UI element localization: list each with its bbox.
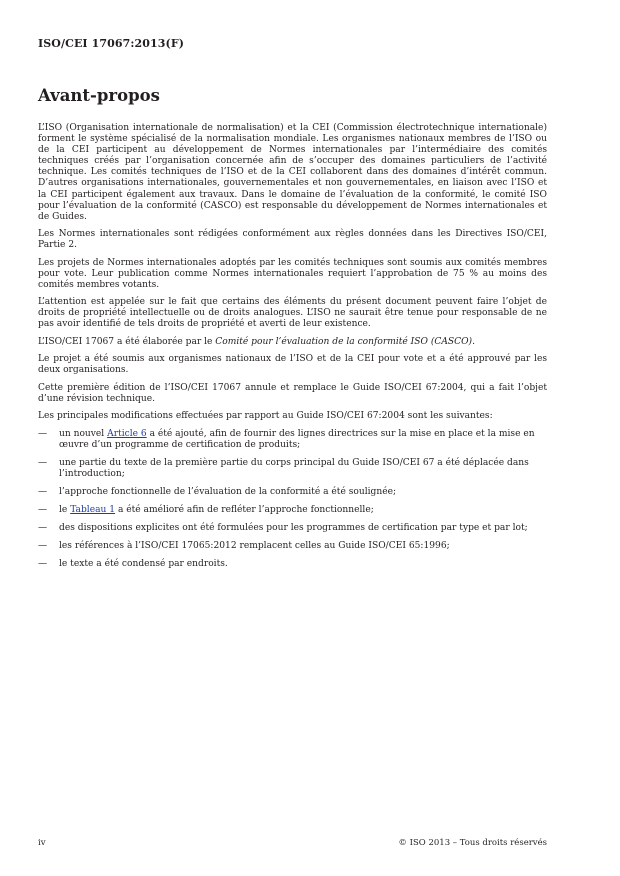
article-6-link[interactable]: Article 6: [107, 428, 147, 439]
tableau-1-link[interactable]: Tableau 1: [70, 505, 116, 515]
paragraph: Les projets de Normes internationales adoptés par les comités techniques sont soumis aux comités membres pour vote. Leur publication comme Normes internationales requiert l’approbation de 75 % au moins des comités membres votants.: [38, 257, 547, 290]
list-dash: —: [38, 541, 48, 552]
list-dash: —: [38, 428, 48, 439]
casco-committee-name: Comité pour l’évaluation de la conformité ISO (CASCO): [215, 336, 473, 347]
modifications-list: [38, 429, 547, 571]
casco-text-before: L’ISO/CEI 17067 a été élaborée par le: [38, 336, 216, 347]
list-text: le texte a été condensé par endroits.: [59, 559, 228, 570]
paragraph: Cette première édition de l’ISO/CEI 17067 annule et remplace le Guide ISO/CEI 67:2004, qui a fait l’objet d’une révision technique.: [38, 382, 547, 404]
list-item: [38, 559, 547, 570]
page-title: Avant-propos: [38, 86, 160, 105]
paragraph: L’attention est appelée sur le fait que certains des éléments du présent document peuvent faire l’objet de droits de propriété intellectuelle ou de droits analogues. L’ISO ne saurait être tenue pour responsable de ne pas avoir identifié de tels droits de propriété et averti de leur existence.: [38, 297, 547, 330]
page-footer: [38, 838, 547, 848]
document-reference: ISO/CEI 17067:2013(F): [38, 37, 185, 50]
list-item: [38, 541, 547, 552]
casco-text-after: .: [472, 336, 475, 347]
list-text: a été amélioré afin de refléter l’approche fonctionnelle;: [115, 505, 374, 515]
list-text: les références à l’ISO/CEI 17065:2012 remplacent celles au Guide ISO/CEI 65:1996;: [59, 541, 450, 552]
page-number: iv: [38, 838, 46, 848]
list-item: [38, 429, 547, 451]
paragraph: Les Normes internationales sont rédigées conformément aux règles données dans les Directives ISO/CEI, Partie 2.: [38, 229, 547, 251]
list-item: [38, 487, 547, 498]
list-text: a été ajouté, afin de fournir des lignes directrices sur la mise en place et la mise en œuvre d’un programme de certification de produits;: [59, 428, 535, 450]
list-dash: —: [38, 505, 48, 515]
paragraph-casco: [38, 337, 547, 348]
copyright-notice: © ISO 2013 – Tous droits réservés: [398, 838, 547, 848]
list-dash: —: [38, 486, 48, 497]
list-text: un nouvel: [59, 428, 108, 439]
list-text: l’approche fonctionnelle de l’évaluation de la conformité a été soulignée;: [59, 486, 397, 497]
paragraph: Le projet a été soumis aux organismes nationaux de l’ISO et de la CEI pour vote et a été approuvé par les deux organisations.: [38, 354, 547, 376]
paragraph: Les principales modifications effectuées par rapport au Guide ISO/CEI 67:2004 sont les suivantes:: [38, 411, 493, 422]
list-text: le: [59, 505, 71, 515]
list-text: des dispositions explicites ont été formulées pour les programmes de certification par type et par lot;: [59, 523, 528, 534]
list-dash: —: [38, 523, 48, 534]
list-item: [38, 505, 547, 516]
list-dash: —: [38, 457, 48, 468]
paragraph: L’ISO (Organisation internationale de normalisation) et la CEI (Commission électrotechnique internationale) forment le système spécialisé de la normalisation mondiale. Les organismes nationaux membres de l’ISO ou de la CEI participent au développement de Normes internationales par l’intermédiaire des comités techniques créés par l’organisation concernée afin de s’occuper des domaines particuliers de l’activité technique. Les comités techniques de l’ISO et de la CEI collaborent dans des domaines d’intérêt commun. D’autres organisations internationales, gouvernementales et non gouvernementales, en liaison avec l’ISO et la CEI participent également aux travaux. Dans le domaine de l’évaluation de la conformité, le comité ISO pour l’évaluation de la conformité (CASCO) est responsable du développement de Normes internationales et de Guides.: [38, 123, 547, 222]
list-item: [38, 523, 547, 534]
list-dash: —: [38, 559, 48, 570]
document-body: [38, 123, 547, 577]
list-text: une partie du texte de la première partie du corps principal du Guide ISO/CEI 67 a été déplacée dans l’introduction;: [59, 457, 529, 479]
list-item: [38, 458, 547, 480]
